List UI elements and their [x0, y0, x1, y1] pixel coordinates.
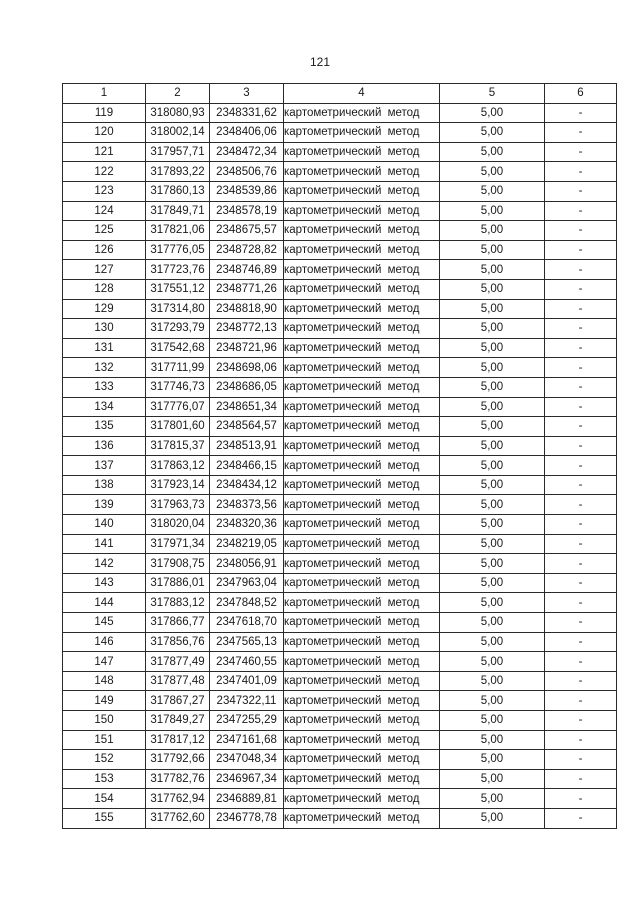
table-row	[63, 554, 617, 574]
note-cell: -	[545, 299, 617, 319]
table-row	[63, 377, 617, 397]
x-coordinate-cell: 317971,34	[146, 534, 210, 554]
y-coordinate-cell: 2346889,81	[210, 789, 284, 809]
point-number-cell: 145	[63, 613, 146, 633]
method-cell: картометрический метод	[284, 103, 440, 123]
accuracy-cell: 5,00	[440, 593, 545, 613]
point-number-cell: 138	[63, 475, 146, 495]
accuracy-cell: 5,00	[440, 515, 545, 535]
x-coordinate-cell: 317886,01	[146, 573, 210, 593]
y-coordinate-cell: 2347255,29	[210, 711, 284, 731]
point-number-cell: 132	[63, 358, 146, 378]
table-row	[63, 181, 617, 201]
method-cell: картометрический метод	[284, 632, 440, 652]
point-number-cell: 128	[63, 279, 146, 299]
table-row	[63, 652, 617, 672]
y-coordinate-cell: 2348818,90	[210, 299, 284, 319]
point-number-cell: 127	[63, 260, 146, 280]
x-coordinate-cell: 317314,80	[146, 299, 210, 319]
point-number-cell: 155	[63, 808, 146, 828]
point-number-cell: 121	[63, 142, 146, 162]
point-number-cell: 149	[63, 691, 146, 711]
x-coordinate-cell: 317893,22	[146, 162, 210, 182]
note-cell: -	[545, 142, 617, 162]
method-cell: картометрический метод	[284, 221, 440, 241]
table-row	[63, 221, 617, 241]
table-row	[63, 103, 617, 123]
accuracy-cell: 5,00	[440, 279, 545, 299]
x-coordinate-cell: 318080,93	[146, 103, 210, 123]
method-cell: картометрический метод	[284, 495, 440, 515]
accuracy-cell: 5,00	[440, 711, 545, 731]
point-number-cell: 140	[63, 515, 146, 535]
method-cell: картометрический метод	[284, 808, 440, 828]
point-number-cell: 122	[63, 162, 146, 182]
point-number-cell: 152	[63, 750, 146, 770]
point-number-cell: 146	[63, 632, 146, 652]
x-coordinate-cell: 318020,04	[146, 515, 210, 535]
y-coordinate-cell: 2348539,86	[210, 181, 284, 201]
note-cell: -	[545, 377, 617, 397]
column-header-6: 6	[545, 84, 617, 104]
table-row	[63, 769, 617, 789]
method-cell: картометрический метод	[284, 358, 440, 378]
y-coordinate-cell: 2348698,06	[210, 358, 284, 378]
point-number-cell: 134	[63, 397, 146, 417]
table-row	[63, 299, 617, 319]
x-coordinate-cell: 317293,79	[146, 319, 210, 339]
note-cell: -	[545, 279, 617, 299]
x-coordinate-cell: 317849,71	[146, 201, 210, 221]
accuracy-cell: 5,00	[440, 142, 545, 162]
method-cell: картометрический метод	[284, 377, 440, 397]
point-number-cell: 135	[63, 417, 146, 437]
note-cell: -	[545, 123, 617, 143]
x-coordinate-cell: 317877,48	[146, 671, 210, 691]
accuracy-cell: 5,00	[440, 260, 545, 280]
y-coordinate-cell: 2347565,13	[210, 632, 284, 652]
point-number-cell: 133	[63, 377, 146, 397]
point-number-cell: 150	[63, 711, 146, 731]
table-row	[63, 534, 617, 554]
y-coordinate-cell: 2346967,34	[210, 769, 284, 789]
point-number-cell: 141	[63, 534, 146, 554]
accuracy-cell: 5,00	[440, 613, 545, 633]
y-coordinate-cell: 2348513,91	[210, 436, 284, 456]
note-cell: -	[545, 534, 617, 554]
note-cell: -	[545, 495, 617, 515]
note-cell: -	[545, 260, 617, 280]
accuracy-cell: 5,00	[440, 377, 545, 397]
x-coordinate-cell: 317762,94	[146, 789, 210, 809]
method-cell: картометрический метод	[284, 436, 440, 456]
y-coordinate-cell: 2348406,06	[210, 123, 284, 143]
column-header-5: 5	[440, 84, 545, 104]
accuracy-cell: 5,00	[440, 769, 545, 789]
y-coordinate-cell: 2348721,96	[210, 338, 284, 358]
method-cell: картометрический метод	[284, 162, 440, 182]
note-cell: -	[545, 671, 617, 691]
table-row	[63, 613, 617, 633]
y-coordinate-cell: 2348728,82	[210, 240, 284, 260]
y-coordinate-cell: 2348771,26	[210, 279, 284, 299]
y-coordinate-cell: 2348472,34	[210, 142, 284, 162]
accuracy-cell: 5,00	[440, 240, 545, 260]
note-cell: -	[545, 789, 617, 809]
note-cell: -	[545, 436, 617, 456]
method-cell: картометрический метод	[284, 260, 440, 280]
note-cell: -	[545, 515, 617, 535]
table-row	[63, 240, 617, 260]
column-header-4: 4	[284, 84, 440, 104]
x-coordinate-cell: 317723,76	[146, 260, 210, 280]
note-cell: -	[545, 201, 617, 221]
method-cell: картометрический метод	[284, 279, 440, 299]
method-cell: картометрический метод	[284, 123, 440, 143]
table-header-row	[63, 84, 617, 104]
note-cell: -	[545, 103, 617, 123]
table-row	[63, 436, 617, 456]
table-row	[63, 711, 617, 731]
note-cell: -	[545, 554, 617, 574]
y-coordinate-cell: 2347963,04	[210, 573, 284, 593]
point-number-cell: 129	[63, 299, 146, 319]
accuracy-cell: 5,00	[440, 162, 545, 182]
table-row	[63, 201, 617, 221]
table-row	[63, 750, 617, 770]
method-cell: картометрический метод	[284, 515, 440, 535]
x-coordinate-cell: 317782,76	[146, 769, 210, 789]
note-cell: -	[545, 475, 617, 495]
y-coordinate-cell: 2347161,68	[210, 730, 284, 750]
y-coordinate-cell: 2348675,57	[210, 221, 284, 241]
y-coordinate-cell: 2348331,62	[210, 103, 284, 123]
note-cell: -	[545, 808, 617, 828]
y-coordinate-cell: 2348434,12	[210, 475, 284, 495]
accuracy-cell: 5,00	[440, 201, 545, 221]
coordinates-table	[62, 83, 617, 829]
point-number-cell: 153	[63, 769, 146, 789]
note-cell: -	[545, 769, 617, 789]
method-cell: картометрический метод	[284, 750, 440, 770]
y-coordinate-cell: 2348772,13	[210, 319, 284, 339]
y-coordinate-cell: 2346778,78	[210, 808, 284, 828]
table-row	[63, 358, 617, 378]
note-cell: -	[545, 456, 617, 476]
y-coordinate-cell: 2348219,05	[210, 534, 284, 554]
note-cell: -	[545, 162, 617, 182]
point-number-cell: 123	[63, 181, 146, 201]
y-coordinate-cell: 2348746,89	[210, 260, 284, 280]
accuracy-cell: 5,00	[440, 652, 545, 672]
note-cell: -	[545, 711, 617, 731]
note-cell: -	[545, 319, 617, 339]
x-coordinate-cell: 317867,27	[146, 691, 210, 711]
accuracy-cell: 5,00	[440, 789, 545, 809]
point-number-cell: 143	[63, 573, 146, 593]
accuracy-cell: 5,00	[440, 123, 545, 143]
y-coordinate-cell: 2347322,11	[210, 691, 284, 711]
accuracy-cell: 5,00	[440, 299, 545, 319]
x-coordinate-cell: 317815,37	[146, 436, 210, 456]
method-cell: картометрический метод	[284, 554, 440, 574]
accuracy-cell: 5,00	[440, 103, 545, 123]
x-coordinate-cell: 317866,77	[146, 613, 210, 633]
page-number: 121	[309, 55, 331, 69]
method-cell: картометрический метод	[284, 652, 440, 672]
x-coordinate-cell: 317776,05	[146, 240, 210, 260]
table-row	[63, 789, 617, 809]
accuracy-cell: 5,00	[440, 221, 545, 241]
note-cell: -	[545, 573, 617, 593]
x-coordinate-cell: 317801,60	[146, 417, 210, 437]
point-number-cell: 151	[63, 730, 146, 750]
x-coordinate-cell: 317542,68	[146, 338, 210, 358]
note-cell: -	[545, 397, 617, 417]
table-row	[63, 671, 617, 691]
table-row	[63, 260, 617, 280]
x-coordinate-cell: 317883,12	[146, 593, 210, 613]
x-coordinate-cell: 317849,27	[146, 711, 210, 731]
method-cell: картометрический метод	[284, 769, 440, 789]
accuracy-cell: 5,00	[440, 475, 545, 495]
table-row	[63, 162, 617, 182]
note-cell: -	[545, 240, 617, 260]
x-coordinate-cell: 317860,13	[146, 181, 210, 201]
method-cell: картометрический метод	[284, 730, 440, 750]
x-coordinate-cell: 317963,73	[146, 495, 210, 515]
table-row	[63, 417, 617, 437]
point-number-cell: 144	[63, 593, 146, 613]
x-coordinate-cell: 317792,66	[146, 750, 210, 770]
point-number-cell: 137	[63, 456, 146, 476]
point-number-cell: 124	[63, 201, 146, 221]
accuracy-cell: 5,00	[440, 730, 545, 750]
x-coordinate-cell: 317821,06	[146, 221, 210, 241]
note-cell: -	[545, 221, 617, 241]
method-cell: картометрический метод	[284, 181, 440, 201]
point-number-cell: 154	[63, 789, 146, 809]
table-body	[63, 103, 617, 828]
point-number-cell: 148	[63, 671, 146, 691]
method-cell: картометрический метод	[284, 711, 440, 731]
method-cell: картометрический метод	[284, 201, 440, 221]
table-row	[63, 515, 617, 535]
y-coordinate-cell: 2347048,34	[210, 750, 284, 770]
table-row	[63, 730, 617, 750]
note-cell: -	[545, 730, 617, 750]
x-coordinate-cell: 317551,12	[146, 279, 210, 299]
table-row	[63, 808, 617, 828]
note-cell: -	[545, 338, 617, 358]
y-coordinate-cell: 2348686,05	[210, 377, 284, 397]
accuracy-cell: 5,00	[440, 456, 545, 476]
method-cell: картометрический метод	[284, 456, 440, 476]
y-coordinate-cell: 2348578,19	[210, 201, 284, 221]
y-coordinate-cell: 2347848,52	[210, 593, 284, 613]
accuracy-cell: 5,00	[440, 417, 545, 437]
point-number-cell: 136	[63, 436, 146, 456]
accuracy-cell: 5,00	[440, 358, 545, 378]
x-coordinate-cell: 317711,99	[146, 358, 210, 378]
accuracy-cell: 5,00	[440, 534, 545, 554]
note-cell: -	[545, 652, 617, 672]
y-coordinate-cell: 2348466,15	[210, 456, 284, 476]
table-row	[63, 397, 617, 417]
table-row	[63, 495, 617, 515]
y-coordinate-cell: 2347618,70	[210, 613, 284, 633]
y-coordinate-cell: 2348651,34	[210, 397, 284, 417]
table-row	[63, 691, 617, 711]
method-cell: картометрический метод	[284, 573, 440, 593]
y-coordinate-cell: 2347460,55	[210, 652, 284, 672]
note-cell: -	[545, 750, 617, 770]
point-number-cell: 147	[63, 652, 146, 672]
method-cell: картометрический метод	[284, 789, 440, 809]
table-row	[63, 573, 617, 593]
accuracy-cell: 5,00	[440, 181, 545, 201]
accuracy-cell: 5,00	[440, 671, 545, 691]
note-cell: -	[545, 358, 617, 378]
point-number-cell: 119	[63, 103, 146, 123]
accuracy-cell: 5,00	[440, 808, 545, 828]
x-coordinate-cell: 317877,49	[146, 652, 210, 672]
x-coordinate-cell: 317776,07	[146, 397, 210, 417]
method-cell: картометрический метод	[284, 397, 440, 417]
method-cell: картометрический метод	[284, 613, 440, 633]
note-cell: -	[545, 181, 617, 201]
column-header-1: 1	[63, 84, 146, 104]
table-row	[63, 338, 617, 358]
table-row	[63, 123, 617, 143]
x-coordinate-cell: 317817,12	[146, 730, 210, 750]
method-cell: картометрический метод	[284, 299, 440, 319]
point-number-cell: 130	[63, 319, 146, 339]
y-coordinate-cell: 2348320,36	[210, 515, 284, 535]
x-coordinate-cell: 317746,73	[146, 377, 210, 397]
method-cell: картометрический метод	[284, 691, 440, 711]
point-number-cell: 125	[63, 221, 146, 241]
column-header-2: 2	[146, 84, 210, 104]
y-coordinate-cell: 2348564,57	[210, 417, 284, 437]
x-coordinate-cell: 318002,14	[146, 123, 210, 143]
method-cell: картометрический метод	[284, 671, 440, 691]
table-row	[63, 456, 617, 476]
note-cell: -	[545, 691, 617, 711]
table-row	[63, 475, 617, 495]
x-coordinate-cell: 317957,71	[146, 142, 210, 162]
table-row	[63, 593, 617, 613]
accuracy-cell: 5,00	[440, 338, 545, 358]
accuracy-cell: 5,00	[440, 495, 545, 515]
accuracy-cell: 5,00	[440, 691, 545, 711]
x-coordinate-cell: 317762,60	[146, 808, 210, 828]
point-number-cell: 139	[63, 495, 146, 515]
point-number-cell: 142	[63, 554, 146, 574]
accuracy-cell: 5,00	[440, 554, 545, 574]
note-cell: -	[545, 417, 617, 437]
table-row	[63, 142, 617, 162]
y-coordinate-cell: 2348373,56	[210, 495, 284, 515]
table-row	[63, 279, 617, 299]
table-row	[63, 632, 617, 652]
accuracy-cell: 5,00	[440, 573, 545, 593]
method-cell: картометрический метод	[284, 475, 440, 495]
accuracy-cell: 5,00	[440, 750, 545, 770]
accuracy-cell: 5,00	[440, 319, 545, 339]
method-cell: картометрический метод	[284, 534, 440, 554]
method-cell: картометрический метод	[284, 240, 440, 260]
accuracy-cell: 5,00	[440, 397, 545, 417]
method-cell: картометрический метод	[284, 319, 440, 339]
y-coordinate-cell: 2347401,09	[210, 671, 284, 691]
accuracy-cell: 5,00	[440, 436, 545, 456]
y-coordinate-cell: 2348056,91	[210, 554, 284, 574]
method-cell: картометрический метод	[284, 417, 440, 437]
column-header-3: 3	[210, 84, 284, 104]
note-cell: -	[545, 632, 617, 652]
note-cell: -	[545, 593, 617, 613]
point-number-cell: 120	[63, 123, 146, 143]
y-coordinate-cell: 2348506,76	[210, 162, 284, 182]
note-cell: -	[545, 613, 617, 633]
table-row	[63, 319, 617, 339]
x-coordinate-cell: 317863,12	[146, 456, 210, 476]
method-cell: картометрический метод	[284, 593, 440, 613]
method-cell: картометрический метод	[284, 338, 440, 358]
x-coordinate-cell: 317908,75	[146, 554, 210, 574]
x-coordinate-cell: 317923,14	[146, 475, 210, 495]
x-coordinate-cell: 317856,76	[146, 632, 210, 652]
point-number-cell: 131	[63, 338, 146, 358]
accuracy-cell: 5,00	[440, 632, 545, 652]
point-number-cell: 126	[63, 240, 146, 260]
method-cell: картометрический метод	[284, 142, 440, 162]
